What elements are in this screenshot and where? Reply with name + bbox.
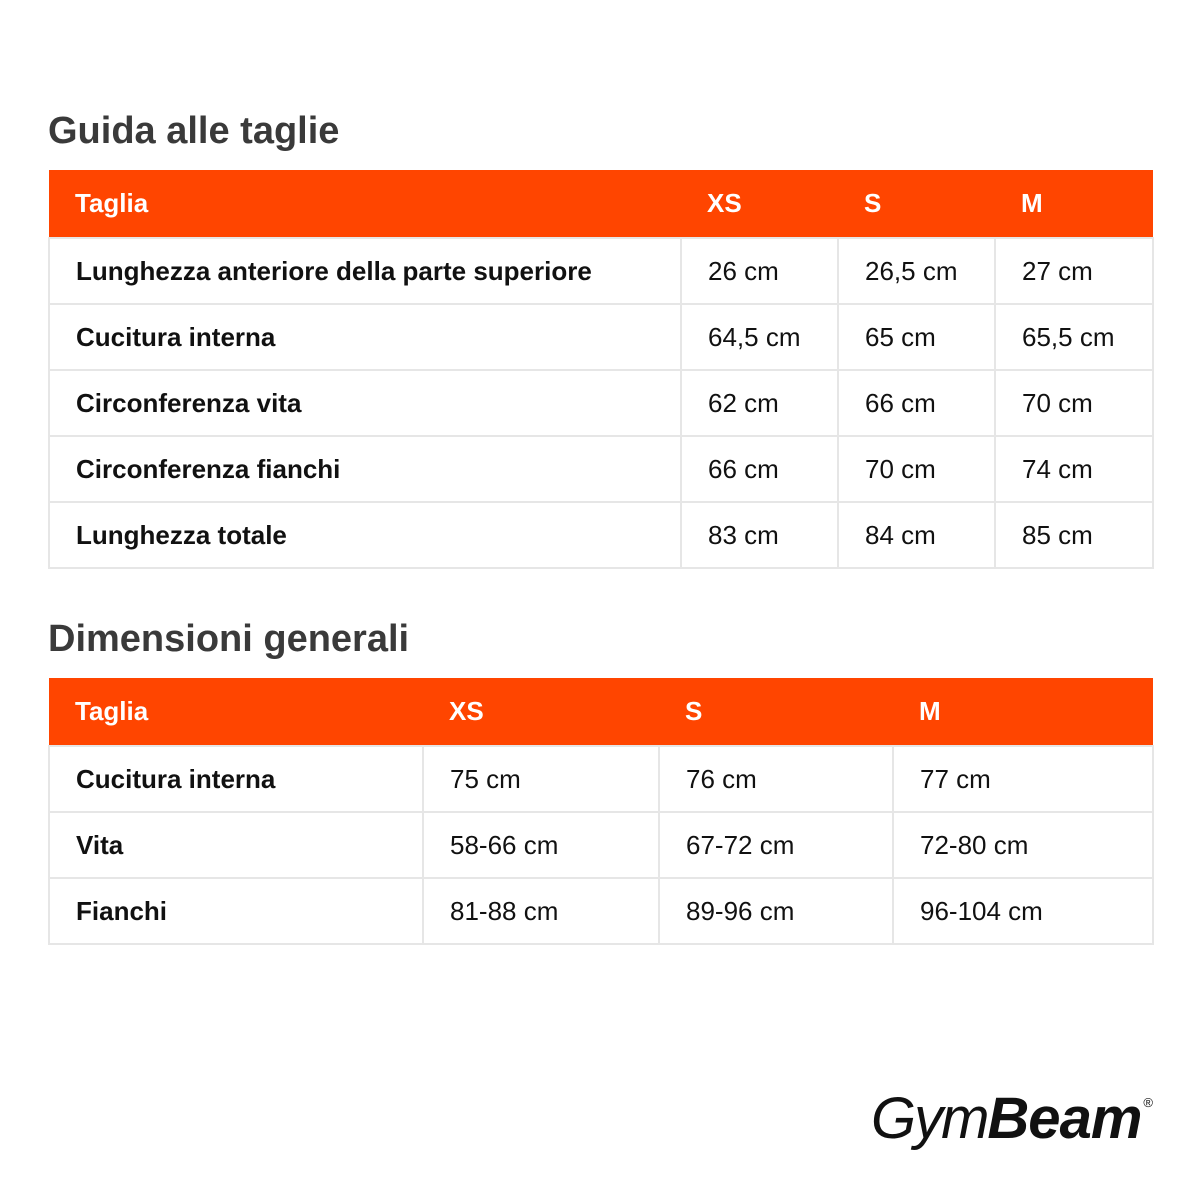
header-s: S bbox=[838, 170, 995, 238]
size-guide-title: Guida alle taglie bbox=[48, 110, 340, 152]
table-row bbox=[49, 878, 1153, 944]
table-row bbox=[49, 370, 1153, 436]
cell-s: 76 cm bbox=[659, 746, 893, 812]
cell-m: 96-104 cm bbox=[893, 878, 1153, 944]
row-label: Fianchi bbox=[49, 878, 423, 944]
cell-xs: 83 cm bbox=[681, 502, 838, 568]
table-header-row bbox=[49, 678, 1153, 746]
cell-xs: 26 cm bbox=[681, 238, 838, 304]
table-row bbox=[49, 502, 1153, 568]
cell-m: 27 cm bbox=[995, 238, 1153, 304]
cell-m: 70 cm bbox=[995, 370, 1153, 436]
logo-gym-text: Gym bbox=[870, 1086, 988, 1151]
cell-xs: 64,5 cm bbox=[681, 304, 838, 370]
header-s: S bbox=[659, 678, 893, 746]
header-m: M bbox=[995, 170, 1153, 238]
row-label: Circonferenza fianchi bbox=[49, 436, 681, 502]
row-label: Circonferenza vita bbox=[49, 370, 681, 436]
header-m: M bbox=[893, 678, 1153, 746]
row-label: Lunghezza totale bbox=[49, 502, 681, 568]
table-row bbox=[49, 812, 1153, 878]
cell-m: 77 cm bbox=[893, 746, 1153, 812]
general-dimensions-title: Dimensioni generali bbox=[48, 618, 410, 660]
header-size: Taglia bbox=[49, 170, 681, 238]
cell-xs: 66 cm bbox=[681, 436, 838, 502]
cell-m: 74 cm bbox=[995, 436, 1153, 502]
row-label: Cucitura interna bbox=[49, 304, 681, 370]
cell-s: 67-72 cm bbox=[659, 812, 893, 878]
cell-xs: 62 cm bbox=[681, 370, 838, 436]
cell-m: 65,5 cm bbox=[995, 304, 1153, 370]
cell-s: 89-96 cm bbox=[659, 878, 893, 944]
cell-s: 84 cm bbox=[838, 502, 995, 568]
header-xs: XS bbox=[681, 170, 838, 238]
cell-xs: 58-66 cm bbox=[423, 812, 659, 878]
header-xs: XS bbox=[423, 678, 659, 746]
cell-xs: 75 cm bbox=[423, 746, 659, 812]
gymbeam-logo bbox=[870, 1086, 1152, 1151]
cell-m: 72-80 cm bbox=[893, 812, 1153, 878]
table-row bbox=[49, 746, 1153, 812]
table-row bbox=[49, 436, 1153, 502]
table-row bbox=[49, 304, 1153, 370]
row-label: Vita bbox=[49, 812, 423, 878]
cell-xs: 81-88 cm bbox=[423, 878, 659, 944]
cell-m: 85 cm bbox=[995, 502, 1153, 568]
general-dimensions-table bbox=[48, 678, 1154, 945]
header-size: Taglia bbox=[49, 678, 423, 746]
cell-s: 66 cm bbox=[838, 370, 995, 436]
size-guide-table bbox=[48, 170, 1154, 569]
table-row bbox=[49, 238, 1153, 304]
row-label: Cucitura interna bbox=[49, 746, 423, 812]
row-label: Lunghezza anteriore della parte superiore bbox=[49, 238, 681, 304]
cell-s: 65 cm bbox=[838, 304, 995, 370]
logo-beam-text: Beam bbox=[987, 1086, 1142, 1151]
registered-mark: ® bbox=[1143, 1095, 1152, 1110]
table-header-row bbox=[49, 170, 1153, 238]
cell-s: 26,5 cm bbox=[838, 238, 995, 304]
cell-s: 70 cm bbox=[838, 436, 995, 502]
